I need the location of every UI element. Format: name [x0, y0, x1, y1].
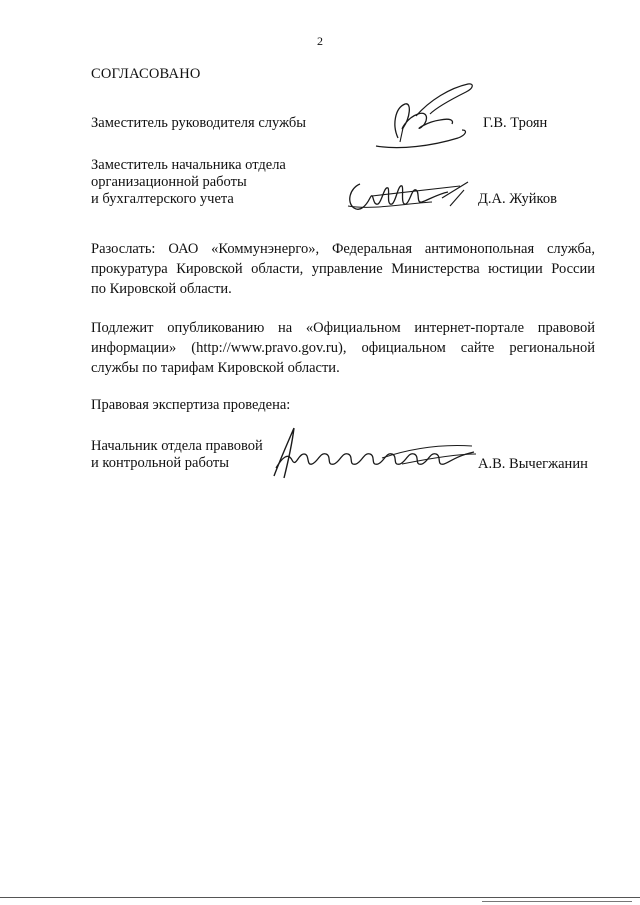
signatory-3-name: А.В. Вычегжанин	[478, 456, 588, 472]
mailing-line: прокуратура Кировской области, управление Министерства юстиции России	[91, 261, 595, 277]
signature-1-image	[370, 80, 480, 155]
mailing-line: Разослать: ОАО «Коммунэнерго», Федеральная антимонопольная служба,	[91, 241, 595, 257]
mailing-list-paragraph	[91, 239, 595, 299]
publication-line: службы по тарифам Кировской области.	[91, 360, 340, 376]
signatory-title-line: Заместитель начальника отдела	[91, 157, 286, 173]
bottom-divider-short	[482, 901, 632, 902]
signatory-title-line: Заместитель руководителя службы	[91, 115, 307, 131]
signatory-1-name: Г.В. Троян	[483, 115, 548, 131]
signatory-3-title	[91, 438, 263, 472]
publication-line: информации» (http://www.pravo.gov.ru), официальном сайте региональной	[91, 340, 595, 356]
bottom-divider	[0, 897, 640, 898]
signature-2-image	[342, 176, 472, 218]
legal-check-note: Правовая экспертиза проведена:	[91, 397, 291, 413]
signatory-title-line: и бухгалтерского учета	[91, 191, 234, 207]
signature-3-image	[262, 424, 480, 482]
signatory-2-name: Д.А. Жуйков	[478, 191, 557, 207]
signatory-1-title	[91, 115, 306, 132]
mailing-line: по Кировской области.	[91, 281, 232, 297]
approved-heading: СОГЛАСОВАНО	[91, 66, 201, 82]
publication-line: Подлежит опубликованию на «Официальном интернет-портале правовой	[91, 320, 595, 336]
signatory-title-line: организационной работы	[91, 174, 247, 190]
page-number: 2	[317, 34, 323, 48]
signatory-title-line: и контрольной работы	[91, 455, 229, 471]
publication-paragraph	[91, 318, 595, 378]
signatory-2-title	[91, 155, 286, 209]
signatory-title-line: Начальник отдела правовой	[91, 438, 263, 454]
